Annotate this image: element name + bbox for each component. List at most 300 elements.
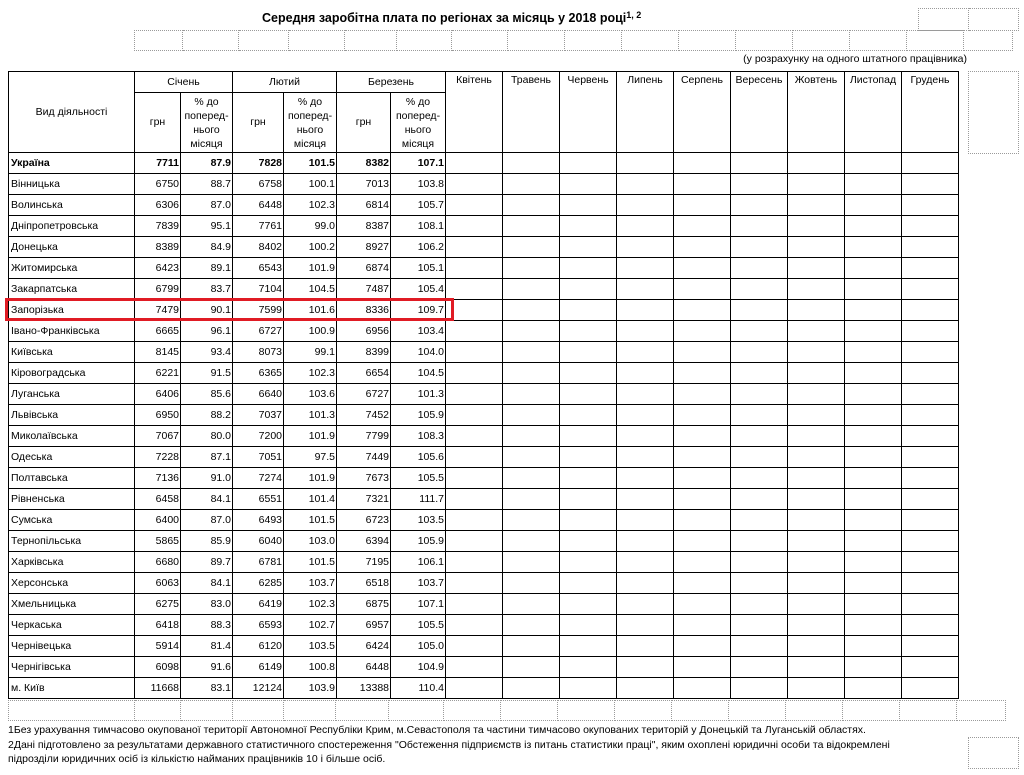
empty-cell	[845, 174, 902, 195]
empty-cell	[674, 573, 731, 594]
empty-cell	[674, 279, 731, 300]
header-month: Грудень	[902, 72, 959, 153]
dotted-grid-right	[968, 71, 1019, 154]
empty-cell	[503, 426, 560, 447]
empty-cell	[560, 321, 617, 342]
empty-cell	[731, 657, 788, 678]
empty-cell	[788, 510, 845, 531]
empty-cell	[845, 405, 902, 426]
salary-pct-cell: 85.6	[181, 384, 233, 405]
header-month: Квітень	[446, 72, 503, 153]
region-name: Херсонська	[9, 573, 135, 594]
empty-cell	[788, 153, 845, 174]
salary-uah-cell: 7067	[135, 426, 181, 447]
empty-cell	[845, 573, 902, 594]
empty-cell	[902, 426, 959, 447]
empty-cell	[902, 636, 959, 657]
salary-table	[8, 71, 959, 699]
header-month: Листопад	[845, 72, 902, 153]
empty-cell	[845, 489, 902, 510]
empty-cell	[788, 426, 845, 447]
empty-cell	[788, 195, 845, 216]
empty-cell	[902, 321, 959, 342]
empty-cell	[902, 279, 959, 300]
salary-uah-cell: 6956	[337, 321, 391, 342]
salary-uah-cell: 11668	[135, 678, 181, 699]
salary-pct-cell: 83.1	[181, 678, 233, 699]
region-name: Кіровоградська	[9, 363, 135, 384]
empty-cell	[503, 489, 560, 510]
empty-cell	[731, 552, 788, 573]
salary-pct-cell: 100.8	[284, 657, 337, 678]
salary-uah-cell: 7274	[233, 468, 284, 489]
empty-cell	[845, 342, 902, 363]
salary-pct-cell: 80.0	[181, 426, 233, 447]
salary-pct-cell: 102.3	[284, 363, 337, 384]
page-title	[262, 11, 641, 25]
salary-uah-cell: 7828	[233, 153, 284, 174]
salary-pct-cell: 87.0	[181, 510, 233, 531]
salary-uah-cell: 6551	[233, 489, 284, 510]
empty-cell	[845, 153, 902, 174]
empty-cell	[674, 531, 731, 552]
empty-cell	[446, 489, 503, 510]
empty-cell	[617, 342, 674, 363]
empty-cell	[674, 153, 731, 174]
salary-pct-cell: 102.3	[284, 594, 337, 615]
salary-uah-cell: 7799	[337, 426, 391, 447]
empty-cell	[674, 321, 731, 342]
salary-uah-cell: 7104	[233, 279, 284, 300]
salary-uah-cell: 6543	[233, 258, 284, 279]
salary-pct-cell: 105.5	[391, 615, 446, 636]
salary-uah-cell: 7711	[135, 153, 181, 174]
salary-uah-cell: 6419	[233, 594, 284, 615]
empty-cell	[788, 468, 845, 489]
table-row	[9, 216, 959, 237]
empty-cell	[560, 363, 617, 384]
empty-cell	[674, 552, 731, 573]
table-row	[9, 489, 959, 510]
empty-cell	[446, 363, 503, 384]
empty-cell	[788, 321, 845, 342]
region-name: м. Київ	[9, 678, 135, 699]
empty-cell	[845, 237, 902, 258]
empty-cell	[560, 468, 617, 489]
empty-cell	[674, 447, 731, 468]
salary-uah-cell: 6365	[233, 363, 284, 384]
salary-pct-cell: 85.9	[181, 531, 233, 552]
empty-cell	[674, 636, 731, 657]
region-name: Харківська	[9, 552, 135, 573]
region-name: Вінницька	[9, 174, 135, 195]
table-row	[9, 678, 959, 699]
empty-cell	[902, 237, 959, 258]
empty-cell	[446, 615, 503, 636]
salary-pct-cell: 101.3	[284, 405, 337, 426]
empty-cell	[617, 615, 674, 636]
empty-cell	[788, 552, 845, 573]
empty-cell	[845, 363, 902, 384]
region-name: Рівненська	[9, 489, 135, 510]
salary-uah-cell: 5865	[135, 531, 181, 552]
header-month: Травень	[503, 72, 560, 153]
empty-cell	[674, 510, 731, 531]
table-row	[9, 300, 959, 321]
salary-uah-cell: 6957	[337, 615, 391, 636]
salary-pct-cell: 110.4	[391, 678, 446, 699]
table-row	[9, 384, 959, 405]
empty-cell	[788, 405, 845, 426]
empty-cell	[617, 657, 674, 678]
salary-pct-cell: 84.1	[181, 489, 233, 510]
salary-uah-cell: 7195	[337, 552, 391, 573]
salary-uah-cell: 6394	[337, 531, 391, 552]
empty-cell	[902, 258, 959, 279]
empty-cell	[674, 657, 731, 678]
salary-pct-cell: 90.1	[181, 300, 233, 321]
empty-cell	[617, 300, 674, 321]
empty-cell	[902, 468, 959, 489]
salary-pct-cell: 102.7	[284, 615, 337, 636]
empty-cell	[560, 573, 617, 594]
empty-cell	[560, 552, 617, 573]
table-row	[9, 153, 959, 174]
region-name: Запорізька	[9, 300, 135, 321]
empty-cell	[560, 216, 617, 237]
salary-uah-cell: 6285	[233, 573, 284, 594]
empty-cell	[674, 300, 731, 321]
dotted-grid-corner	[918, 8, 1019, 31]
empty-cell	[617, 636, 674, 657]
empty-cell	[902, 195, 959, 216]
salary-uah-cell: 6040	[233, 531, 284, 552]
salary-pct-cell: 104.0	[391, 342, 446, 363]
salary-uah-cell: 6750	[135, 174, 181, 195]
empty-cell	[845, 195, 902, 216]
empty-cell	[788, 363, 845, 384]
empty-cell	[902, 300, 959, 321]
empty-cell	[731, 573, 788, 594]
header-pct: % до поперед-нього місяця	[284, 93, 337, 153]
empty-cell	[617, 573, 674, 594]
salary-pct-cell: 105.0	[391, 636, 446, 657]
empty-cell	[560, 195, 617, 216]
title-footnote-marks: 1, 2	[626, 10, 642, 20]
empty-cell	[845, 531, 902, 552]
table-row	[9, 195, 959, 216]
empty-cell	[731, 447, 788, 468]
header-pct: % до поперед-нього місяця	[181, 93, 233, 153]
empty-cell	[788, 615, 845, 636]
empty-cell	[503, 510, 560, 531]
salary-pct-cell: 103.5	[391, 510, 446, 531]
empty-cell	[446, 531, 503, 552]
salary-uah-cell: 8399	[337, 342, 391, 363]
salary-pct-cell: 88.2	[181, 405, 233, 426]
table-row	[9, 321, 959, 342]
salary-uah-cell: 7136	[135, 468, 181, 489]
empty-cell	[902, 216, 959, 237]
salary-pct-cell: 104.9	[391, 657, 446, 678]
header-activity: Вид діяльності	[9, 72, 135, 153]
empty-cell	[503, 384, 560, 405]
salary-pct-cell: 99.0	[284, 216, 337, 237]
salary-pct-cell: 103.7	[391, 573, 446, 594]
empty-cell	[446, 678, 503, 699]
empty-cell	[560, 174, 617, 195]
salary-pct-cell: 101.6	[284, 300, 337, 321]
salary-uah-cell: 7200	[233, 426, 284, 447]
empty-cell	[503, 363, 560, 384]
salary-uah-cell: 6950	[135, 405, 181, 426]
salary-uah-cell: 7761	[233, 216, 284, 237]
salary-pct-cell: 105.5	[391, 468, 446, 489]
empty-cell	[560, 615, 617, 636]
salary-uah-cell: 6306	[135, 195, 181, 216]
empty-cell	[902, 531, 959, 552]
empty-cell	[674, 258, 731, 279]
salary-uah-cell: 6423	[135, 258, 181, 279]
salary-pct-cell: 101.4	[284, 489, 337, 510]
empty-cell	[731, 216, 788, 237]
salary-uah-cell: 6758	[233, 174, 284, 195]
salary-pct-cell: 103.9	[284, 678, 337, 699]
empty-cell	[560, 489, 617, 510]
empty-cell	[560, 342, 617, 363]
empty-cell	[560, 510, 617, 531]
empty-cell	[560, 594, 617, 615]
empty-cell	[902, 405, 959, 426]
salary-pct-cell: 87.1	[181, 447, 233, 468]
header-month: Лютий	[233, 72, 337, 93]
empty-cell	[446, 174, 503, 195]
salary-pct-cell: 84.1	[181, 573, 233, 594]
footnote-2-line-1: 2Дані підготовлено за результатами державного статистичного спостереження "Обстеження підприємств із питань статистики праці", яким охоплені юридичні особи та відокремлені	[8, 739, 890, 751]
empty-cell	[788, 636, 845, 657]
salary-uah-cell: 7051	[233, 447, 284, 468]
table-row	[9, 552, 959, 573]
salary-pct-cell: 83.7	[181, 279, 233, 300]
empty-cell	[674, 195, 731, 216]
salary-pct-cell: 105.6	[391, 447, 446, 468]
empty-cell	[731, 342, 788, 363]
empty-cell	[446, 594, 503, 615]
region-name: Полтавська	[9, 468, 135, 489]
empty-cell	[845, 594, 902, 615]
header-uah: грн	[233, 93, 284, 153]
empty-cell	[845, 636, 902, 657]
empty-cell	[845, 426, 902, 447]
salary-pct-cell: 91.6	[181, 657, 233, 678]
region-name: Івано-Франківська	[9, 321, 135, 342]
empty-cell	[503, 636, 560, 657]
empty-cell	[731, 531, 788, 552]
salary-pct-cell: 93.4	[181, 342, 233, 363]
header-month: Березень	[337, 72, 446, 93]
salary-pct-cell: 103.5	[284, 636, 337, 657]
salary-pct-cell: 103.4	[391, 321, 446, 342]
table-row	[9, 510, 959, 531]
empty-cell	[845, 321, 902, 342]
empty-cell	[446, 342, 503, 363]
region-name: Черкаська	[9, 615, 135, 636]
salary-uah-cell: 6875	[337, 594, 391, 615]
empty-cell	[503, 300, 560, 321]
header-month: Вересень	[731, 72, 788, 153]
header-month: Липень	[617, 72, 674, 153]
salary-uah-cell: 6063	[135, 573, 181, 594]
salary-uah-cell: 6493	[233, 510, 284, 531]
salary-uah-cell: 6680	[135, 552, 181, 573]
salary-pct-cell: 101.9	[284, 468, 337, 489]
salary-pct-cell: 107.1	[391, 153, 446, 174]
salary-pct-cell: 105.1	[391, 258, 446, 279]
empty-cell	[617, 678, 674, 699]
salary-uah-cell: 6120	[233, 636, 284, 657]
empty-cell	[731, 258, 788, 279]
empty-cell	[503, 447, 560, 468]
table-row	[9, 447, 959, 468]
salary-uah-cell: 7673	[337, 468, 391, 489]
empty-cell	[446, 195, 503, 216]
region-name: Україна	[9, 153, 135, 174]
empty-cell	[731, 489, 788, 510]
empty-cell	[503, 573, 560, 594]
salary-uah-cell: 6654	[337, 363, 391, 384]
salary-uah-cell: 7479	[135, 300, 181, 321]
footnote-2-line-2: підрозділи юридичних осіб із кількістю найманих працівників 10 і більше осіб.	[8, 753, 386, 765]
empty-cell	[560, 153, 617, 174]
region-name: Закарпатська	[9, 279, 135, 300]
empty-cell	[503, 174, 560, 195]
empty-cell	[731, 321, 788, 342]
empty-cell	[845, 552, 902, 573]
salary-uah-cell: 8927	[337, 237, 391, 258]
salary-pct-cell: 88.3	[181, 615, 233, 636]
empty-cell	[560, 300, 617, 321]
salary-pct-cell: 102.3	[284, 195, 337, 216]
empty-cell	[731, 426, 788, 447]
empty-cell	[731, 594, 788, 615]
empty-cell	[674, 174, 731, 195]
salary-uah-cell: 6781	[233, 552, 284, 573]
empty-cell	[731, 237, 788, 258]
region-name: Донецька	[9, 237, 135, 258]
salary-pct-cell: 91.0	[181, 468, 233, 489]
empty-cell	[788, 573, 845, 594]
empty-cell	[845, 300, 902, 321]
empty-cell	[845, 468, 902, 489]
salary-pct-cell: 106.1	[391, 552, 446, 573]
empty-cell	[788, 489, 845, 510]
empty-cell	[503, 279, 560, 300]
empty-cell	[788, 174, 845, 195]
salary-pct-cell: 84.9	[181, 237, 233, 258]
salary-uah-cell: 8382	[337, 153, 391, 174]
salary-pct-cell: 99.1	[284, 342, 337, 363]
region-name: Луганська	[9, 384, 135, 405]
empty-cell	[788, 237, 845, 258]
salary-uah-cell: 7321	[337, 489, 391, 510]
empty-cell	[560, 279, 617, 300]
empty-cell	[788, 300, 845, 321]
empty-cell	[674, 342, 731, 363]
salary-uah-cell: 6723	[337, 510, 391, 531]
empty-cell	[503, 321, 560, 342]
table-row	[9, 405, 959, 426]
empty-cell	[617, 447, 674, 468]
salary-pct-cell: 101.5	[284, 552, 337, 573]
empty-cell	[902, 573, 959, 594]
salary-pct-cell: 95.1	[181, 216, 233, 237]
salary-pct-cell: 101.9	[284, 426, 337, 447]
empty-cell	[617, 321, 674, 342]
empty-cell	[617, 153, 674, 174]
table-row	[9, 363, 959, 384]
empty-cell	[674, 468, 731, 489]
empty-cell	[617, 363, 674, 384]
salary-pct-cell: 105.7	[391, 195, 446, 216]
empty-cell	[788, 657, 845, 678]
empty-cell	[503, 237, 560, 258]
salary-uah-cell: 6098	[135, 657, 181, 678]
region-name: Волинська	[9, 195, 135, 216]
salary-uah-cell: 6400	[135, 510, 181, 531]
salary-uah-cell: 7452	[337, 405, 391, 426]
table-row	[9, 657, 959, 678]
salary-pct-cell: 106.2	[391, 237, 446, 258]
salary-uah-cell: 7449	[337, 447, 391, 468]
salary-pct-cell: 89.1	[181, 258, 233, 279]
salary-uah-cell: 6424	[337, 636, 391, 657]
empty-cell	[731, 174, 788, 195]
empty-cell	[503, 531, 560, 552]
empty-cell	[617, 195, 674, 216]
empty-cell	[617, 489, 674, 510]
empty-cell	[731, 510, 788, 531]
empty-cell	[560, 447, 617, 468]
header-month: Жовтень	[788, 72, 845, 153]
salary-uah-cell: 5914	[135, 636, 181, 657]
table-row	[9, 237, 959, 258]
salary-pct-cell: 101.9	[284, 258, 337, 279]
empty-cell	[446, 216, 503, 237]
empty-cell	[446, 447, 503, 468]
empty-cell	[902, 447, 959, 468]
salary-pct-cell: 88.7	[181, 174, 233, 195]
region-name: Хмельницька	[9, 594, 135, 615]
empty-cell	[560, 258, 617, 279]
salary-pct-cell: 101.3	[391, 384, 446, 405]
empty-cell	[731, 384, 788, 405]
region-name: Дніпропетровська	[9, 216, 135, 237]
empty-cell	[788, 258, 845, 279]
empty-cell	[731, 279, 788, 300]
empty-cell	[617, 237, 674, 258]
empty-cell	[560, 678, 617, 699]
empty-cell	[731, 153, 788, 174]
empty-cell	[503, 657, 560, 678]
empty-cell	[446, 300, 503, 321]
empty-cell	[446, 279, 503, 300]
empty-cell	[560, 237, 617, 258]
salary-uah-cell: 6874	[337, 258, 391, 279]
salary-uah-cell: 8389	[135, 237, 181, 258]
empty-cell	[446, 384, 503, 405]
salary-uah-cell: 8145	[135, 342, 181, 363]
empty-cell	[845, 216, 902, 237]
